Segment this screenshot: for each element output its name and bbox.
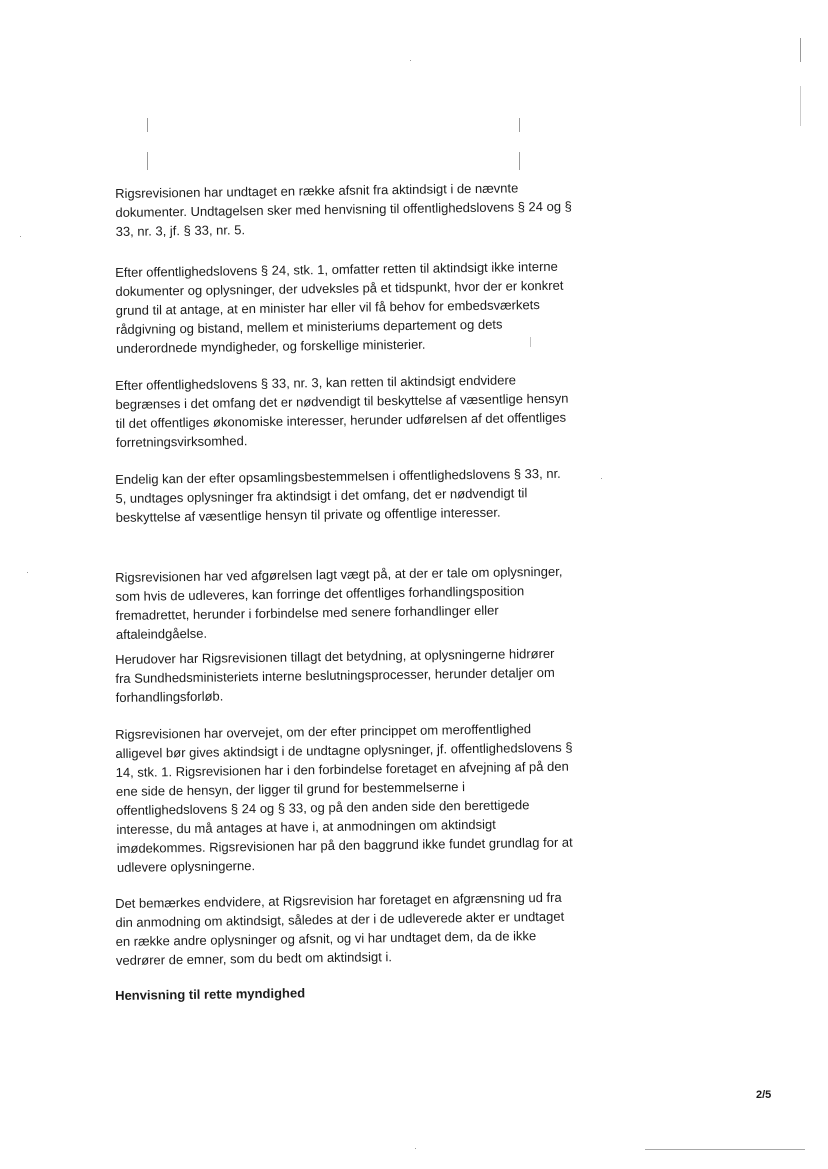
paragraph-paragraf-24: Efter offentlighedslovens § 24, stk. 1, omfatter retten til aktindsigt ikke interne dokumenter og oplysninger, der udveksles på et tidspunkt, hvor der er konkret grund til at antage, at en minister har eller vil få behov for embedsværkets rådgivning og bistand, mellem et ministeriums departement og dets underordnede myndigheder, og forskellige ministerier. [115,258,564,356]
scan-speck [20,236,21,237]
scan-edge-line [645,1149,805,1150]
paragraph-meroffentlighed: Rigsrevisionen har overvejet, om der efter princippet om meroffentlighed alligevel bør gives aktindsigt i de undtagne oplysninger, jf. offentlighedslovens § 14, stk. 1. Rigsrevisionen har i den forbindelse foretaget en afvejning af på den ene side de hensyn, der ligger til grund for bestemmelserne i offentlighedslovens § 24 og § 33, og på den anden side den berettigede interesse, du må antages at have i, at anmodningen om aktindsigt imødekommes. Rigsrevisionen har på den baggrund ikke fundet grundlag for at udlevere oplysningerne. [115,721,573,875]
scan-mark [519,152,520,170]
section-heading: Henvisning til rette myndighed [115,985,306,1003]
scan-speck [27,572,28,573]
paragraph-afgraensning: Det bemærkes endvidere, at Rigsrevision har foretaget en afgrænsning ud fra din anmodning om aktindsigt, således at der i de udleverede akter er undtaget en række andre oplysninger og afsnit, og vi har undtaget dem, da de ikke vedrører de emner, som du bedt om aktindsigt i. [115,889,565,968]
scan-speck [415,1148,416,1149]
paragraph-paragraf-33-nr-3: Efter offentlighedslovens § 33, nr. 3, kan retten til aktindsigt endvidere begrænses i det omfang det er nødvendigt til beskyttelse af væsentlige hensyn til det offentliges økonomiske interesser, herunder udførelsen af det offentliges forretningsvirksomhed. [115,372,569,450]
paragraph-paragraf-33-nr-5: Endelig kan der efter opsamlingsbestemmelsen i offentlighedslovens § 33, nr. 5, undtages oplysninger fra aktindsigt i det omfang, det er nødvendigt til beskyttelse af væsentlige hensyn til private og offentlige interesser. [115,465,561,525]
page-number: 2/5 [756,1089,772,1101]
scan-mark [800,38,801,62]
scan-mark [800,86,801,126]
paragraph-beslutningsprocesser: Herudover har Rigsrevisionen tillagt det betydning, at oplysningerne hidrører fra Sundhedsministeriets interne beslutningsprocesser, herunder detaljer om forhandlingsforløb. [115,645,555,705]
scan-mark [519,118,520,132]
scan-speck [601,478,602,479]
scan-mark [147,118,148,132]
scan-mark [147,152,148,170]
paragraph-forhandlingsposition: Rigsrevisionen har ved afgørelsen lagt vægt på, at der er tale om oplysninger, som hvis de udleveres, kan forringe det offentliges forhandlingsposition fremadrettet, herunder i forbindelse med senere forhandlinger eller aftaleindgåelse. [115,563,563,642]
scan-speck [410,60,411,61]
paragraph-undtagelse: Rigsrevisionen har undtaget en række afsnit fra aktindsigt i de nævnte dokumenter. Undtagelsen sker med henvisning til offentlighedslovens § 24 og § 33, nr. 3, jf. § 33, nr. 5. [115,180,572,239]
